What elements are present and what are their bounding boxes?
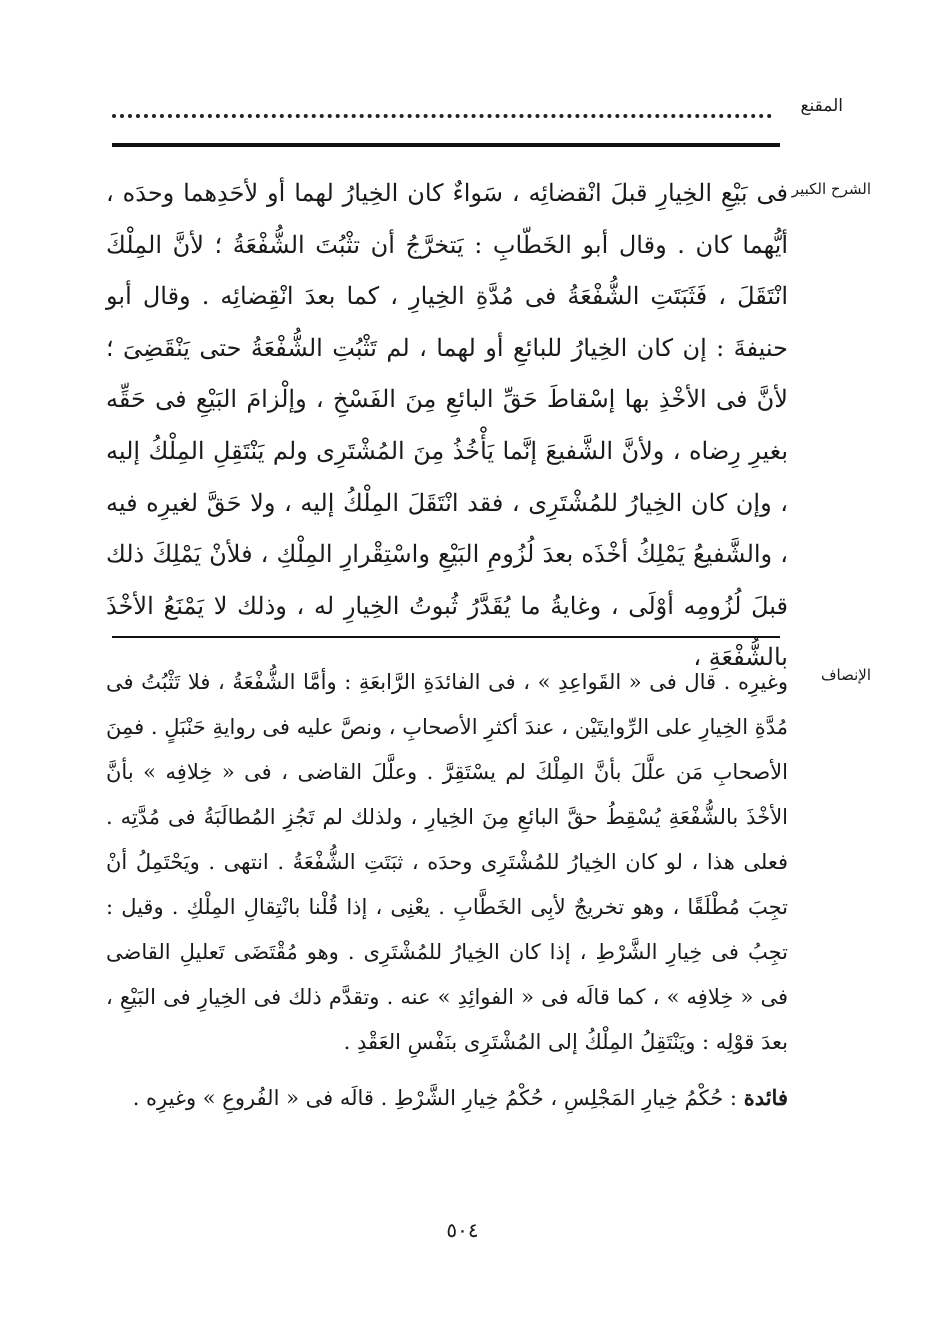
commentary-label: الشرح الكبير [791,180,871,198]
header-rule [112,143,780,147]
fawaid-title: فائدة [743,1085,788,1110]
insaf-label: الإنصاف [820,666,871,684]
page-number: ٥٠٤ [446,1218,479,1242]
section-divider [112,636,780,638]
running-title: المقنع [800,96,843,116]
insaf-section [106,660,788,1121]
fawaid-text: : حُكْمُ خِيارِ المَجْلِسِ ، حُكْمُ خِيارِ الشَّرْطِ . قالَه فى « الفُروعِ » وغيرِه . [132,1086,737,1110]
dotted-header-rule [112,104,772,118]
fawaid-note [106,1075,788,1121]
commentary-text: فى بَيْعِ الخِيارِ قبلَ انْقضائِه ، سَواءٌ كان الخِيارُ لهما أو لأحَدِهما وحدَه ، أيُّهما كان . وقال أبو الخَطّابِ : يَتخرَّجُ أن تثْبُتَ الشُّفْعَةُ ؛ لأنَّ المِلْكَ انْتَقَلَ ، فَثَبَتَتِ الشُّفْعَةُ فى مُدَّةِ الخِيارِ ، كما بعدَ انْقِضائِه . وقال أبو حنيفةَ : إن كان الخِيارُ للبائعِ أو لهما ، لم تَثْبُتِ الشُّفْعَةُ حتى يَنْقَضِىَ ؛ لأنَّ فى الأخْذِ بها إسْقاطَ حَقِّ البائعِ مِنَ الفَسْخِ ، وإلْزامَ البَيْعِ فى حَقِّه بغيرِ رِضاه ، ولأنَّ الشَّفيعَ إنَّما يَأْخُذُ مِنَ المُشْتَرِى ولم يَنْتَقِلِ المِلْكُ إليه ، وإن كان الخِيارُ للمُشْتَرِى ، فقد انْتَقَلَ المِلْكُ إليه ، ولا حَقَّ لغيرِه فيه ، والشَّفيعُ يَمْلِكُ أخْذَه بعدَ لُزُومِ البَيْعِ واسْتِقْرارِ المِلْكِ ، فلأنْ يَمْلِكَ ذلك قبلَ لُزُومِه أوْلَى ، وغايةُ ما يُقَدَّرُ ثُبوتُ الخِيارِ له ، وذلك لا يَمْنَعُ الأخْذَ بالشُّفْعَةِ ، [106,179,789,672]
insaf-text: وغيرِه . قال فى « القَواعِدِ » ، فى الفائدَةِ الرَّابعَةِ : وأمَّا الشُّفْعَةُ ، فلا تَثْبُتُ فى مُدَّةِ الخِيارِ على الرِّوايتَيْن ، عندَ أكثرِ الأصحابِ ، ونصَّ عليه فى روايةِ حَنْبَلٍ . فمِنَ الأصحابِ مَن علَّلَ بأنَّ المِلْكَ لم يسْتَقِرَّ . وعلَّلَ القاضى ، فى « خِلافِه » بأنَّ الأخْذَ بالشُّفْعَةِ يُسْقِطُ حقَّ البائعِ مِنَ الخِيارِ ، ولذلك لم تَجُزِ المُطالَبَةُ فى مُدَّتِه . فعلى هذا ، لو كان الخِيارُ للمُشْتَرِى وحدَه ، ثبَتَتِ الشُّفْعَةُ . انتهى . ويَحْتَمِلُ أنْ تجِبَ مُطْلَقًا ، وهو تخريجٌ لأبِى الخَطَّابِ . يعْنِى ، إذا قُلْنا بانْتِقالِ المِلْكِ . وقيل : تجِبُ فى خِيارِ الشَّرْطِ ، إذا كان الخِيارُ للمُشْتَرِى . وهو مُقْتَضَى تَعليلِ القاضى فى « خِلافِه » ، كما قالَه فى « الفوائِدِ » عنه . وتقدَّم ذلك فى الخِيارِ فى البَيْعِ ، بعدَ قوْلِه : ويَنْتَقِلُ المِلْكُ إلى المُشْتَرِى بنَفْسِ العَقْدِ . [106,670,788,1054]
